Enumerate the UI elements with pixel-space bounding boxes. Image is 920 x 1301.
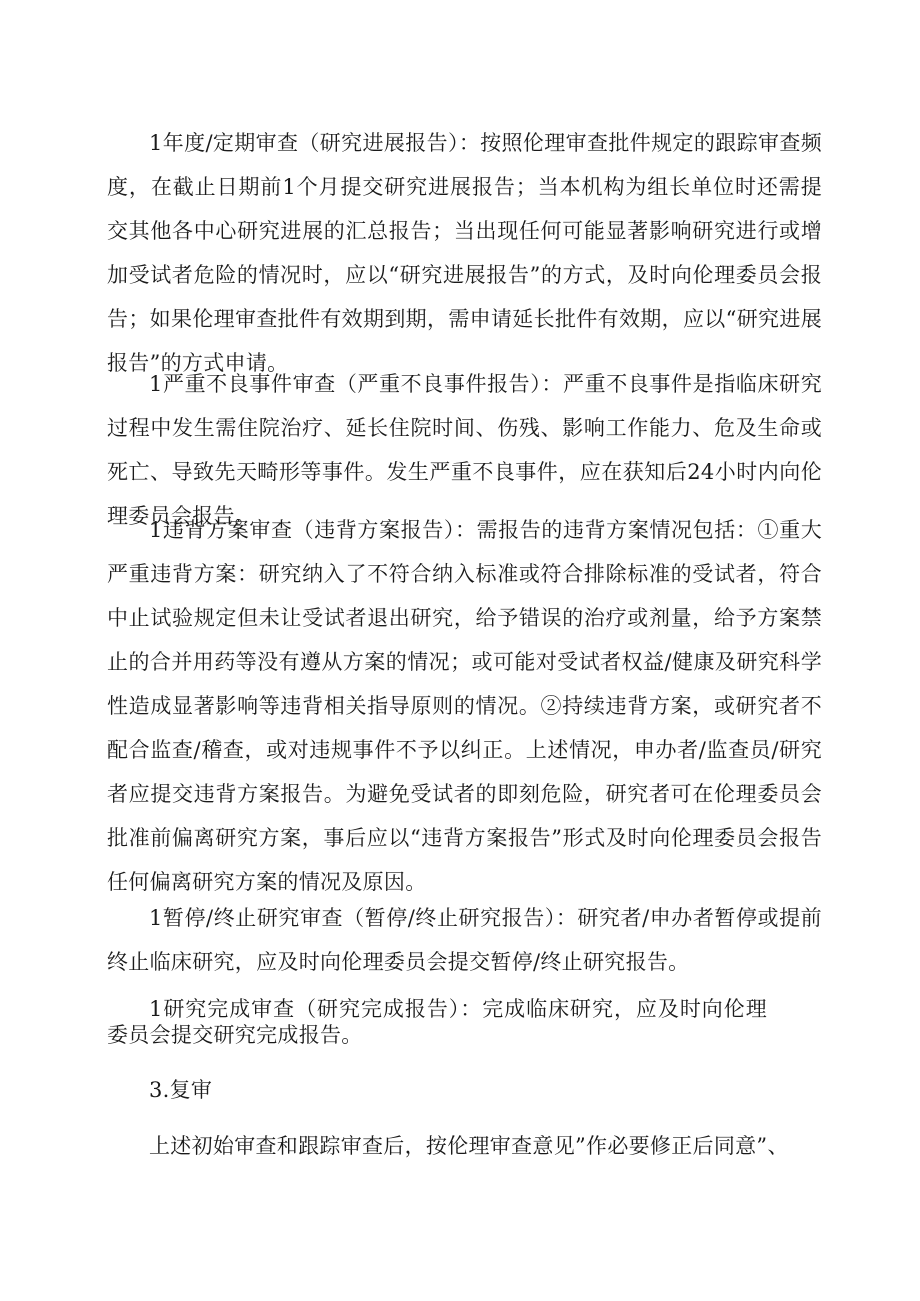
- paragraph-suspension-termination: 1暂停/终止研究审查（暂停/终止研究报告）：研究者/申办者暂停或提前终止临床研究，应及时向伦理委员会提交暂停/终止研究报告。: [107, 906, 822, 974]
- paragraph-re-review-intro: 上述初始审查和跟踪审查后，按伦理审查意见”作必要修正后同意”、: [149, 1134, 789, 1158]
- paragraph-annual-review: 1年度/定期审查（研究进展报告）：按照伦理审查批件规定的跟踪审查频度，在截止日期前1个月提交研究进展报告；当本机构为组长单位时还需提交其他各中心研究进展的汇总报告；当出现任何可能显著影响研究进行或增加受试者危险的情况时，应以“研究进展报告”的方式，及时向伦理委员会报告；如果伦理审查批件有效期到期，需申请延长批件有效期，应以“研究进展报告”的方式申请。: [107, 131, 822, 375]
- paragraph-serious-adverse-event: 1严重不良事件审查（严重不良事件报告）：严重不良事件是指临床研究过程中发生需住院治疗、延长住院时间、伤残、影响工作能力、危及生命或死亡、导致先天畸形等事件。发生严重不良事件，应在获知后24小时内向伦理委员会报告。: [107, 372, 822, 528]
- paragraph-study-completion: 1研究完成审查（研究完成报告）：完成临床研究，应及时向伦理委员会提交研究完成报告。: [107, 997, 767, 1047]
- section-heading-re-review: 3.复审: [149, 1078, 213, 1102]
- paragraph-protocol-violation: 1违背方案审查（违背方案报告）：需报告的违背方案情况包括：①重大严重违背方案：研究纳入了不符合纳入标准或符合排除标准的受试者，符合中止试验规定但未让受试者退出研究，给予错误的治疗或剂量，给予方案禁止的合并用药等没有遵从方案的情况；或可能对受试者权益/健康及研究科学性造成显著影响等违背相关指导原则的情况。②持续违背方案，或研究者不配合监查/稽查，或对违规事件不予以纠正。上述情况，申办者/监查员/研究者应提交违背方案报告。为避免受试者的即刻危险，研究者可在伦理委员会批准前偏离研究方案，事后应以“违背方案报告”形式及时向伦理委员会报告任何偏离研究方案的情况及原因。: [107, 518, 822, 894]
